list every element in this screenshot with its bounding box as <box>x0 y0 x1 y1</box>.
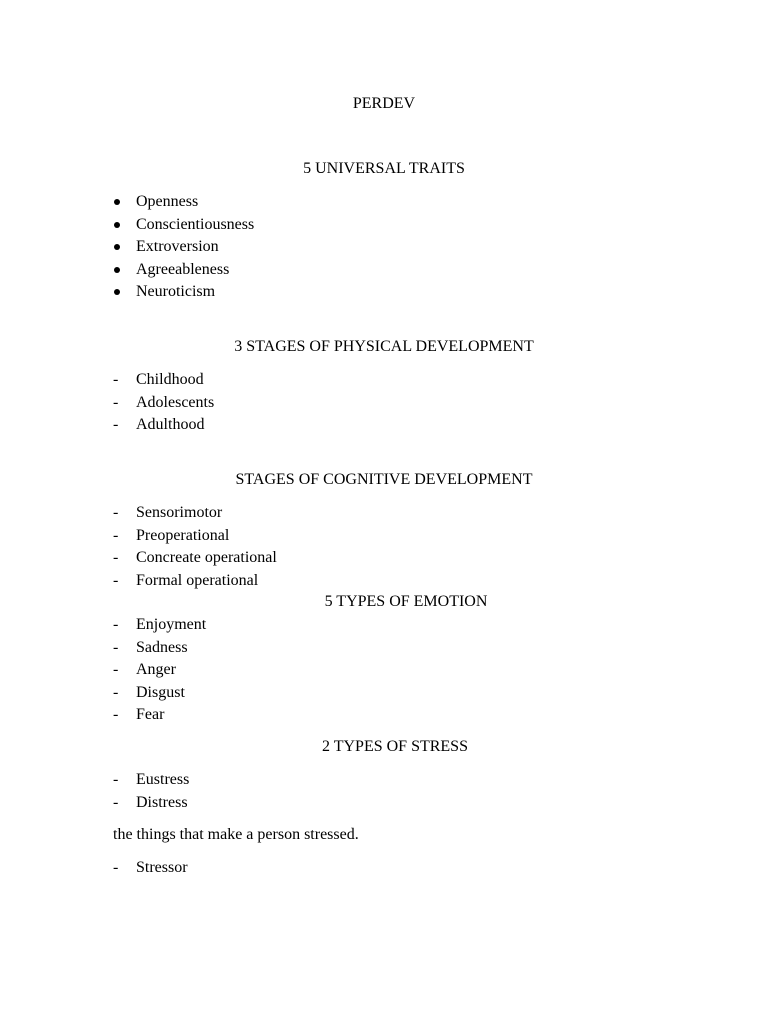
dash-marker: - <box>113 571 119 589</box>
bullet-icon <box>114 222 120 228</box>
list-item-text: Distress <box>136 793 188 811</box>
section-heading-cognitive: STAGES OF COGNITIVE DEVELOPMENT <box>235 471 533 488</box>
list-item-text: Sadness <box>136 638 188 656</box>
dash-marker: - <box>113 549 119 566</box>
list-item-text: Sensorimotor <box>136 504 223 521</box>
note-paragraph: the things that make a person stressed. <box>113 826 359 843</box>
dash-marker: - <box>113 416 119 433</box>
list-item-text: Concreate operational <box>136 549 277 566</box>
dash-marker: - <box>113 616 119 633</box>
dash-marker: - <box>113 706 119 723</box>
list-item-text: Formal operational <box>136 571 259 589</box>
list-item-text: Preoperational <box>136 526 230 544</box>
dash-marker: - <box>113 393 119 411</box>
dash-marker: - <box>113 859 119 876</box>
list-item-text: Enjoyment <box>136 616 207 633</box>
bullet-icon <box>114 199 120 205</box>
dash-marker: - <box>113 771 119 788</box>
list-item-text: Adolescents <box>136 393 215 411</box>
list-item-text: Anger <box>136 661 176 678</box>
dash-marker: - <box>113 504 119 521</box>
bullet-icon <box>114 289 120 295</box>
list-item-text: Stressor <box>136 859 188 876</box>
section-heading-traits: 5 UNIVERSAL TRAITS <box>303 160 465 177</box>
list-item-text: Extroversion <box>136 238 219 255</box>
section-heading-physical: 3 STAGES OF PHYSICAL DEVELOPMENT <box>234 338 534 355</box>
dash-marker: - <box>113 661 119 678</box>
dash-marker: - <box>113 526 119 544</box>
dash-marker: - <box>113 371 119 388</box>
bullet-icon <box>114 244 120 250</box>
dash-marker: - <box>113 683 119 701</box>
list-item-text: Adulthood <box>136 416 205 433</box>
section-heading-stress: 2 TYPES OF STRESS <box>322 738 468 755</box>
list-item-text: Childhood <box>136 371 204 388</box>
list-item-text: Disgust <box>136 683 185 701</box>
list-item-text: Conscientiousness <box>136 215 255 233</box>
list-item-text: Fear <box>136 706 165 723</box>
dash-marker: - <box>113 793 119 811</box>
list-item-text: Agreeableness <box>136 260 230 278</box>
section-heading-emotion: 5 TYPES OF EMOTION <box>324 593 488 610</box>
list-item-text: Openness <box>136 193 199 210</box>
list-item-text: Eustress <box>136 771 190 788</box>
bullet-icon <box>114 267 120 273</box>
list-item-text: Neuroticism <box>136 283 216 300</box>
document-title: PERDEV <box>352 95 416 112</box>
dash-marker: - <box>113 638 119 656</box>
